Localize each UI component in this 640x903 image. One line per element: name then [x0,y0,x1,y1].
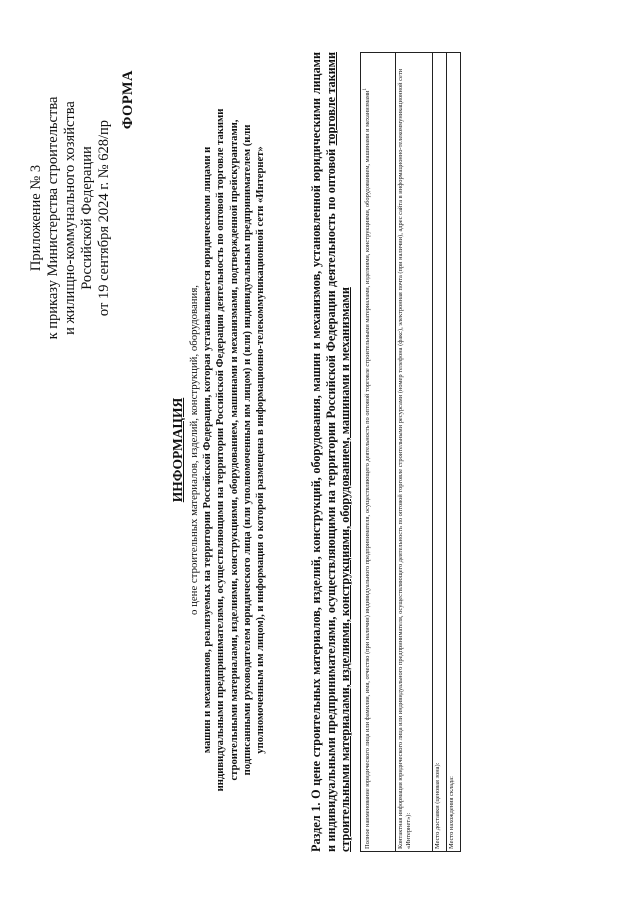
heading-line: уполномоченным им лицом), и информация о которой размещена в информационно-телекоммуникационной сети «Интернет» [255,146,267,754]
heading-line: машин и механизмов, реализуемых на территории Российской Федерации, которая устанавливается юридическими лицами и [202,146,214,754]
heading-line: индивидуальными предпринимателями, осуществляющими на территории Российской Федерации деятельность по оптовой торговле такими [215,108,227,792]
footnote-marker: 1 [363,88,368,91]
rotated-content [20,40,620,860]
table-row [396,53,433,852]
section-1-heading [309,52,353,852]
table-row [447,53,461,852]
table-cell [361,53,396,852]
section-text: Раздел 1. О цене строительных материалов, изделий, конструкций, оборудования, машин и механизмов, установленной юридическими лицами и индивидуальными предпринимателями, осуществляющими на территории Российской Федерации деятельность по оптовой [309,52,338,852]
heading-line: о цене строительных материалов, изделий, конструкций, оборудования, [188,285,200,615]
document-heading [170,80,267,820]
table-cell: Контактная информация юридического лица или индивидуального предпринимателя, осуществляющего деятельность по оптовой торговле строительными ресурсами (номер телефона (факс), электронная почта (при наличии), адрес сайта в информационно-телекоммуникационной сети «Интернет»): [396,53,433,852]
table-row [361,53,396,852]
heading-title: ИНФОРМАЦИЯ [170,397,185,503]
cell-text: Полное наименование юридического лица или фамилия, имя, отчество (при наличии) индивидуального предпринимателя, осуществляющего деятельность по оптовой торговле строительными материалами, изделиями, конструкциями, оборудованием, машинами и механизмами [364,90,372,849]
heading-line: строительными материалами, изделиями, конструкциями, оборудованием, машинами и механизмами, подтвержденной прейскурантами, [228,119,240,781]
appendix-block [28,68,113,368]
appendix-line: Российской Федерации [79,146,95,290]
appendix-line: Приложение № 3 [28,164,44,272]
appendix-line: и жилищно-коммунального хозяйства [62,101,78,335]
table-row [433,53,447,852]
table-cell: Место доставки (ценовая зона): [433,53,447,852]
info-table [360,52,461,852]
appendix-line: к приказу Министерства строительства [45,96,61,340]
table-cell: Место нахождения склада: [447,53,461,852]
forma-label: ФОРМА [120,70,136,130]
section-text-underlined: торговле такими строительными материалами, изделиями, конструкциями, оборудованием, машинами и механизмами [323,51,352,852]
appendix-line: от 19 сентября 2024 г. № 628/пр [96,119,112,317]
heading-line: подписанными руководителем юридического лица (или уполномоченным им лицом) и (или) индивидуальным предпринимателем (или [241,124,253,776]
